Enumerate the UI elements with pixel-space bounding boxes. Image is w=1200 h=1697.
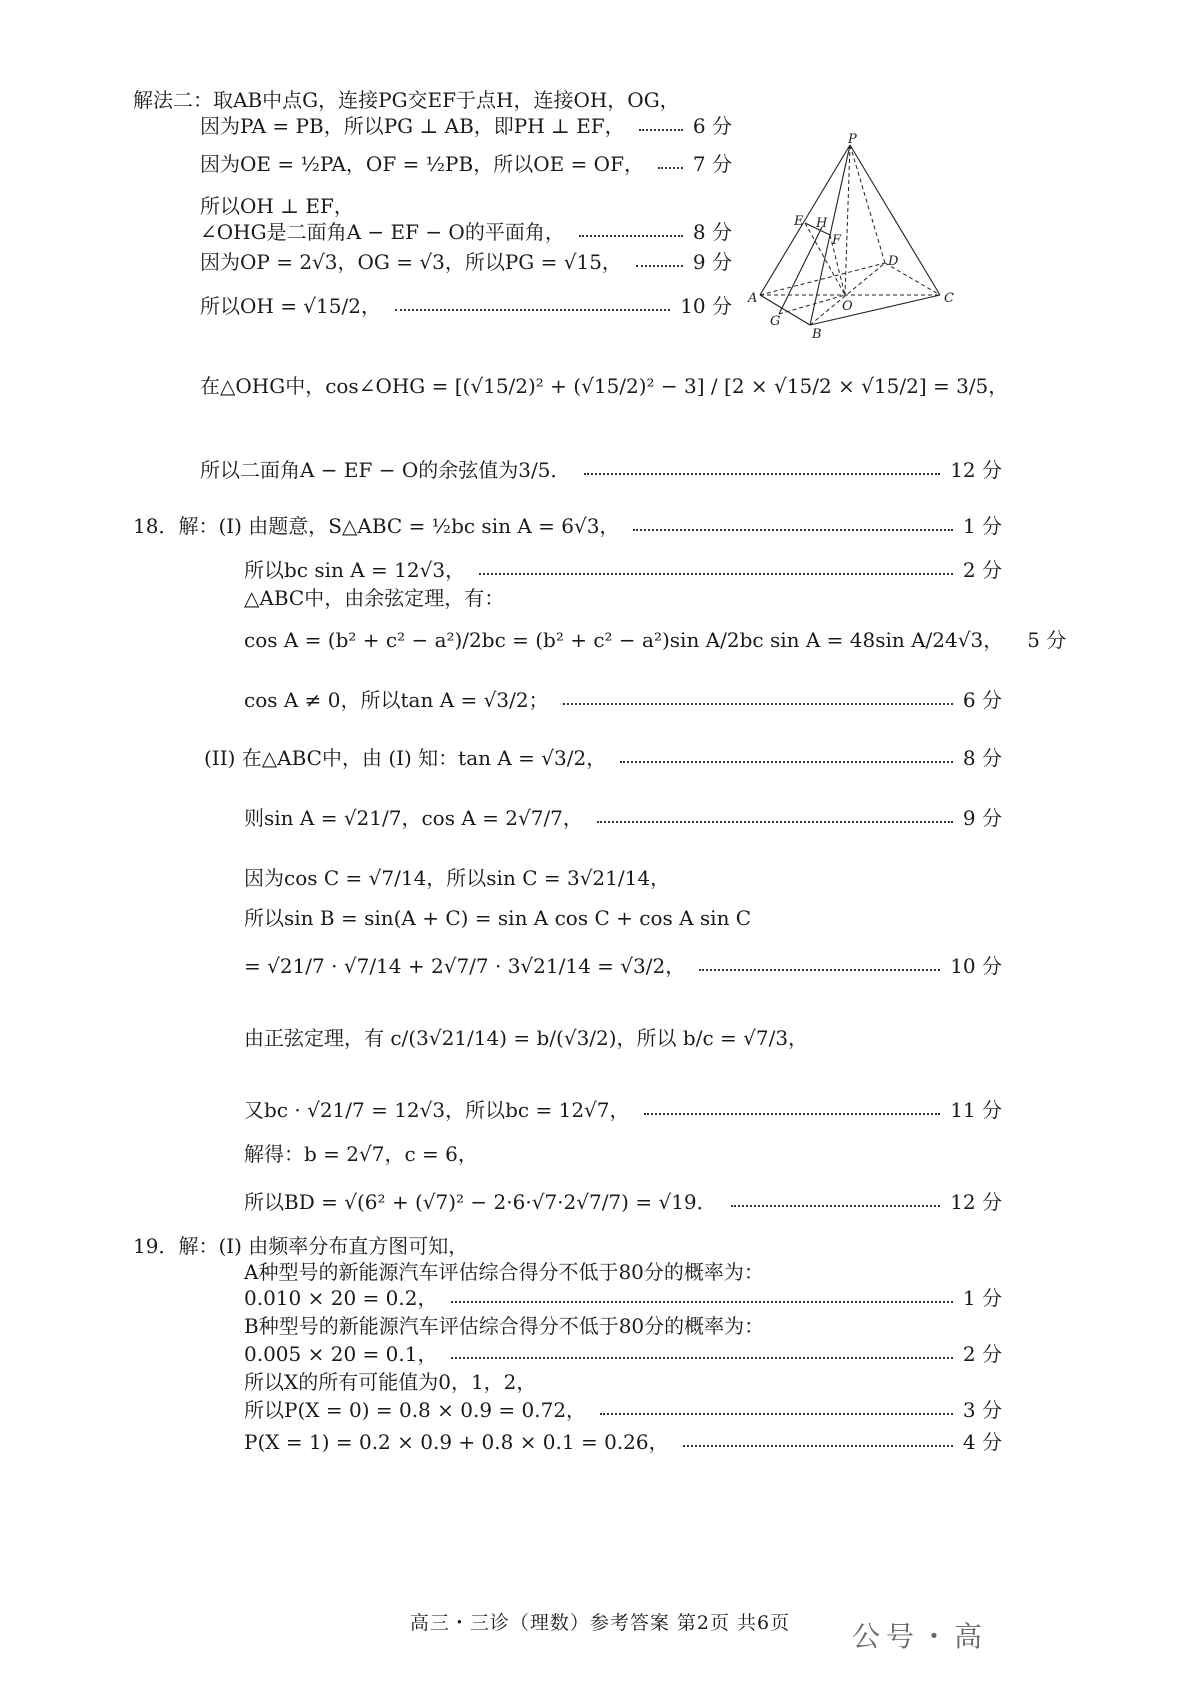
problem-18-line-13: 解得：b = 2√7，c = 6， (244, 1142, 478, 1166)
problem-19-line-2: A种型号的新能源汽车评估综合得分不低于80分的概率为： (244, 1260, 764, 1284)
solution-line-9: 所以二面角A − EF − O的余弦值为3/5． 12 分 (200, 458, 1002, 482)
label-g: G (770, 314, 781, 329)
label-f: F (832, 233, 842, 248)
solution-line-3: 因为OE = ½PA，OF = ½PB，所以OE = OF， 7 分 (200, 152, 732, 176)
solution-line-2: 因为PA = PB，所以PG ⊥ AB，即PH ⊥ EF， 6 分 (200, 114, 732, 138)
problem-18-line-2: 所以bc sin A = 12√3， 2 分 (244, 558, 1002, 582)
problem-18-line-12: 又bc · √21/7 = 12√3，所以bc = 12√7， 11 分 (244, 1098, 1002, 1122)
problem-19-line-5: 0.005 × 20 = 0.1， 2 分 (244, 1342, 1002, 1366)
page-footer: 高三・三诊（理数）参考答案 第2页 共6页 (409, 1612, 791, 1634)
problem-18-line-4: cos A = (b² + c² − a²)/2bc = (b² + c² − a²)sin A/2bc sin A = 48sin A/24√3， 5 分 (244, 628, 1067, 652)
solution-line-4: 所以OH ⊥ EF， (200, 194, 354, 218)
label-d: D (888, 254, 899, 269)
solution-line-6: 因为OP = 2√3，OG = √3，所以PG = √15， 9 分 (200, 250, 732, 274)
label-h: H (816, 216, 828, 231)
label-o: O (842, 299, 853, 314)
label-e: E (794, 214, 804, 229)
problem-18-line-8: 因为cos C = √7/14，所以sin C = 3√21/14， (244, 866, 671, 890)
problem-19-line-6: 所以X的所有可能值为0，1，2， (244, 1370, 537, 1394)
problem-18-line-10: = √21/7 · √7/14 + 2√7/7 · 3√21/14 = √3/2， 10 分 (244, 954, 1002, 978)
problem-18-line-9: 所以sin B = sin(A + C) = sin A cos C + cos A sin C (244, 906, 752, 930)
pyramid-figure-labels (748, 132, 954, 342)
problem-18-line-5: cos A ≠ 0，所以tan A = √3/2； 6 分 (244, 688, 1002, 712)
problem-18-line-7: 则sin A = √21/7，cos A = 2√7/7， 9 分 (244, 806, 1002, 830)
problem-18-line-11: 由正弦定理，有 c/(3√21/14) = b/(√3/2)，所以 b/c = √7/3， (244, 1026, 809, 1050)
label-a: A (748, 291, 758, 306)
problem-18-line-14: 所以BD = √(6² + (√7)² − 2·6·√7·2√7/7) = √19． 12 分 (244, 1190, 1002, 1214)
solution-line-8: 在△OHG中，cos∠OHG = [(√15/2)² + (√15/2)² − 3] / [2 × √15/2 × √15/2] = 3/5， (200, 374, 1009, 398)
problem-19-line-3: 0.010 × 20 = 0.2， 1 分 (244, 1286, 1002, 1310)
problem-19-line-4: B种型号的新能源汽车评估综合得分不低于80分的概率为： (244, 1314, 765, 1338)
problem-18-line-3: △ABC中，由余弦定理，有： (244, 586, 505, 610)
solution-line-1: 解法二：取AB中点G，连接PG交EF于点H，连接OH，OG， (133, 88, 680, 112)
solution-line-7: 所以OH = √15/2， 10 分 (200, 294, 732, 318)
label-c: C (944, 291, 954, 306)
watermark-text: 公号・高 (852, 1620, 989, 1653)
problem-18-line-1: 18．解：(I) 由题意，S△ABC = ½bc sin A = 6√3， 1 分 (133, 514, 1002, 538)
problem-19-line-7: 所以P(X = 0) = 0.8 × 0.9 = 0.72， 3 分 (244, 1398, 1002, 1422)
label-b: B (812, 327, 822, 342)
problem-19-line-1: 19．解：(I) 由频率分布直方图可知， (133, 1234, 469, 1258)
solution-line-5: ∠OHG是二面角A − EF − O的平面角， 8 分 (200, 220, 732, 244)
problem-19-line-8: P(X = 1) = 0.2 × 0.9 + 0.8 × 0.1 = 0.26， 4 分 (244, 1430, 1002, 1454)
label-p: P (848, 132, 857, 147)
problem-18-line-6: (II) 在△ABC中，由 (I) 知：tan A = √3/2， 8 分 (204, 746, 1002, 770)
